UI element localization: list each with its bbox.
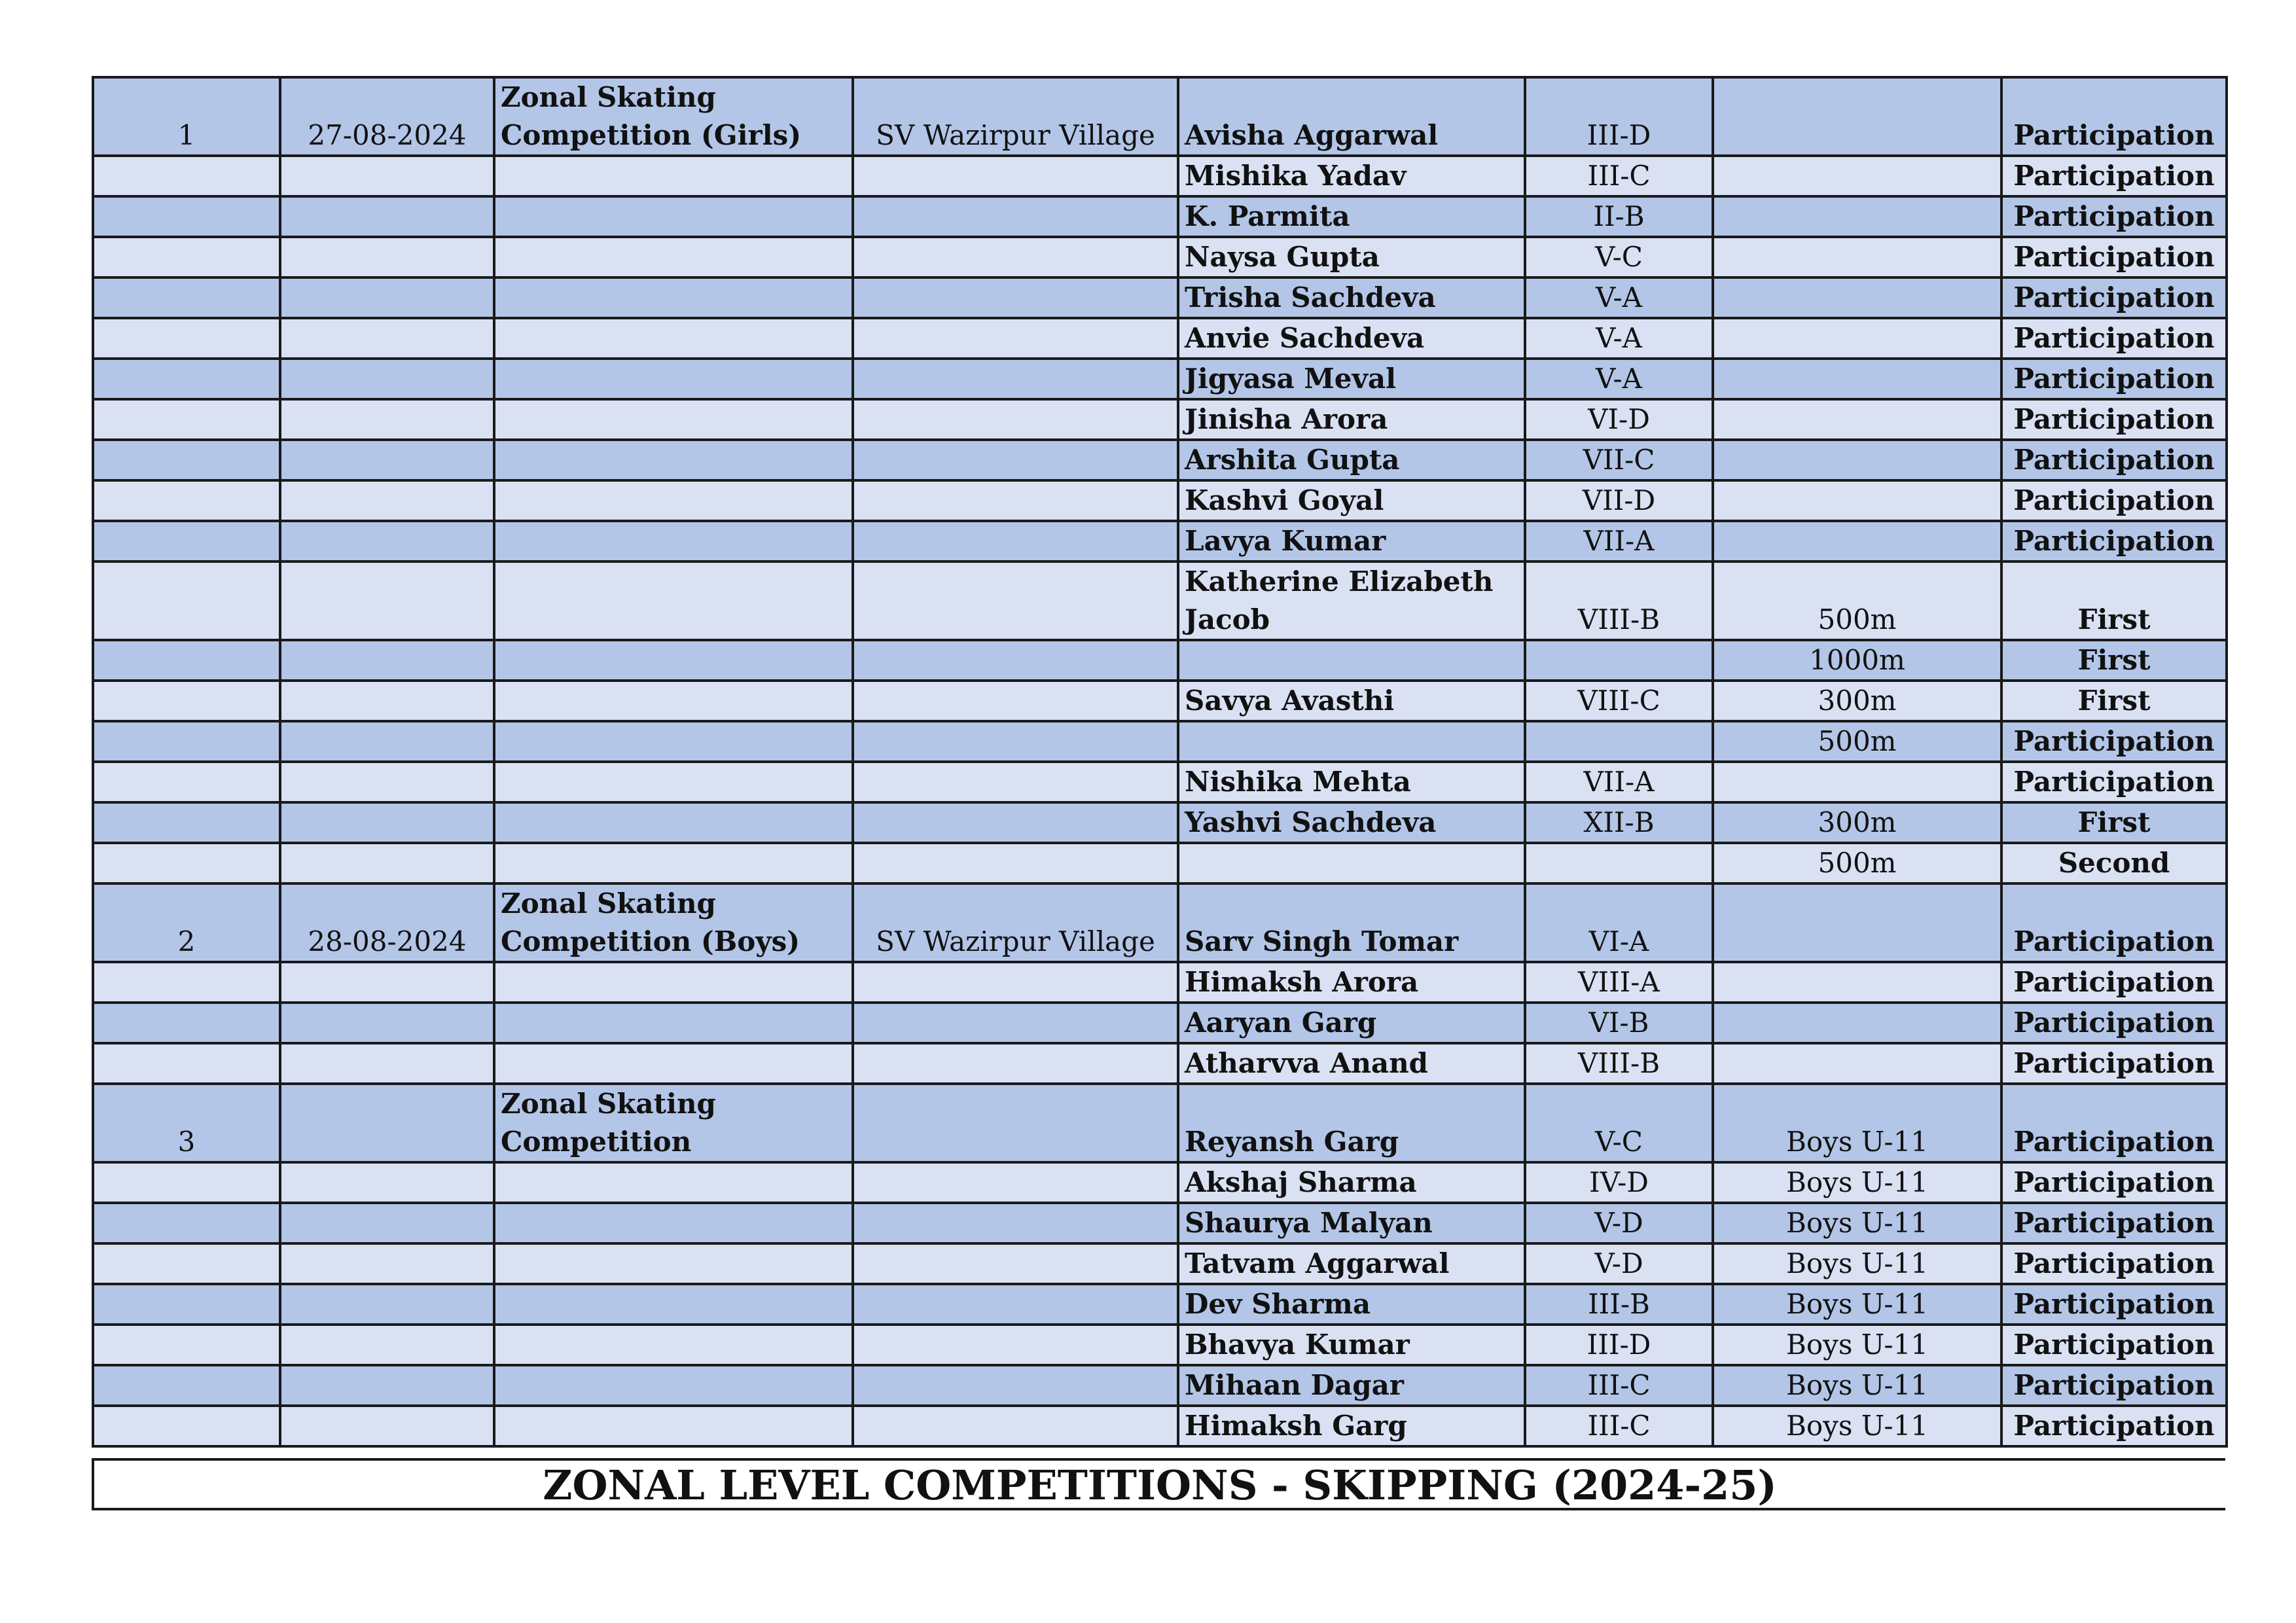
cell-event: Boys U-11 [1713, 1162, 2001, 1203]
cell-position: Participation [2001, 1365, 2227, 1406]
cell-event [1713, 399, 2001, 440]
cell-class: VIII-C [1525, 681, 1713, 721]
cell-date [280, 1365, 494, 1406]
cell-class: VIII-A [1525, 962, 1713, 1003]
cell-position: Participation [2001, 359, 2227, 399]
cell-student-name: Nishika Mehta [1178, 762, 1525, 802]
cell-date [280, 681, 494, 721]
cell-competition: Zonal Skating Competition [494, 1084, 853, 1162]
cell-position: First [2001, 640, 2227, 681]
cell-venue [853, 277, 1178, 318]
cell-competition [494, 196, 853, 237]
cell-date [280, 521, 494, 562]
cell-class: IV-D [1525, 1162, 1713, 1203]
cell-student-name: Kashvi Goyal [1178, 480, 1525, 521]
cell-competition [494, 962, 853, 1003]
cell-competition [494, 156, 853, 196]
cell-competition [494, 1043, 853, 1084]
table-row [93, 318, 2227, 359]
cell-position: First [2001, 562, 2227, 640]
cell-competition [494, 359, 853, 399]
cell-class: VIII-B [1525, 562, 1713, 640]
cell-event: 1000m [1713, 640, 2001, 681]
cell-venue [853, 1325, 1178, 1365]
cell-event: 300m [1713, 802, 2001, 843]
cell-student-name: Jigyasa Meval [1178, 359, 1525, 399]
cell-date [280, 1243, 494, 1284]
cell-position: Participation [2001, 883, 2227, 962]
cell-student-name: Reyansh Garg [1178, 1084, 1525, 1162]
cell-date [280, 1284, 494, 1325]
cell-class: VII-A [1525, 762, 1713, 802]
cell-position: Participation [2001, 1084, 2227, 1162]
cell-venue [853, 802, 1178, 843]
cell-student-name: Himaksh Arora [1178, 962, 1525, 1003]
cell-class: VIII-B [1525, 1043, 1713, 1084]
cell-position: Participation [2001, 318, 2227, 359]
table-row [93, 1243, 2227, 1284]
cell-position: Participation [2001, 1325, 2227, 1365]
cell-class [1525, 843, 1713, 883]
cell-student-name: Bhavya Kumar [1178, 1325, 1525, 1365]
cell-position: Participation [2001, 762, 2227, 802]
cell-date [280, 1325, 494, 1365]
cell-class: V-D [1525, 1203, 1713, 1243]
cell-student-name [1178, 843, 1525, 883]
cell-event: Boys U-11 [1713, 1365, 2001, 1406]
cell-position: Participation [2001, 521, 2227, 562]
cell-competition [494, 802, 853, 843]
cell-event: 500m [1713, 721, 2001, 762]
cell-class: V-A [1525, 277, 1713, 318]
cell-venue [853, 196, 1178, 237]
cell-serial-number [93, 1162, 280, 1203]
cell-serial-number [93, 1325, 280, 1365]
cell-class [1525, 721, 1713, 762]
cell-position: Participation [2001, 77, 2227, 156]
cell-venue [853, 521, 1178, 562]
table-row [93, 1203, 2227, 1243]
cell-date [280, 318, 494, 359]
cell-date [280, 1084, 494, 1162]
cell-serial-number: 1 [93, 77, 280, 156]
cell-date [280, 399, 494, 440]
cell-competition [494, 237, 853, 277]
cell-student-name: Himaksh Garg [1178, 1406, 1525, 1446]
cell-serial-number [93, 1284, 280, 1325]
cell-student-name: Atharvva Anand [1178, 1043, 1525, 1084]
cell-class: III-D [1525, 1325, 1713, 1365]
cell-student-name: Savya Avasthi [1178, 681, 1525, 721]
cell-date [280, 762, 494, 802]
section-title: ZONAL LEVEL COMPETITIONS - SKIPPING (2024-25) [92, 1458, 2225, 1510]
cell-serial-number [93, 843, 280, 883]
cell-competition [494, 681, 853, 721]
cell-student-name: Katherine Elizabeth Jacob [1178, 562, 1525, 640]
cell-class: III-C [1525, 1406, 1713, 1446]
cell-position: Participation [2001, 399, 2227, 440]
cell-position: Participation [2001, 962, 2227, 1003]
cell-venue [853, 843, 1178, 883]
cell-competition [494, 1284, 853, 1325]
cell-class: VI-D [1525, 399, 1713, 440]
cell-venue [853, 237, 1178, 277]
cell-position: Participation [2001, 1284, 2227, 1325]
cell-event: 500m [1713, 843, 2001, 883]
table-row [93, 1162, 2227, 1203]
table-row [93, 883, 2227, 962]
cell-venue [853, 1406, 1178, 1446]
cell-student-name [1178, 721, 1525, 762]
cell-event: Boys U-11 [1713, 1325, 2001, 1365]
cell-date: 27-08-2024 [280, 77, 494, 156]
cell-class: VII-C [1525, 440, 1713, 480]
table-row [93, 1003, 2227, 1043]
cell-student-name: Avisha Aggarwal [1178, 77, 1525, 156]
cell-venue [853, 681, 1178, 721]
cell-event: Boys U-11 [1713, 1203, 2001, 1243]
cell-class [1525, 640, 1713, 681]
cell-event [1713, 318, 2001, 359]
cell-event [1713, 962, 2001, 1003]
cell-event: 300m [1713, 681, 2001, 721]
table-row [93, 1043, 2227, 1084]
cell-competition [494, 440, 853, 480]
cell-date [280, 237, 494, 277]
cell-venue [853, 721, 1178, 762]
cell-date: 28-08-2024 [280, 883, 494, 962]
cell-event [1713, 521, 2001, 562]
cell-class: V-D [1525, 1243, 1713, 1284]
cell-serial-number [93, 277, 280, 318]
cell-serial-number [93, 802, 280, 843]
cell-date [280, 802, 494, 843]
cell-venue [853, 1162, 1178, 1203]
cell-student-name: Dev Sharma [1178, 1284, 1525, 1325]
cell-competition [494, 1243, 853, 1284]
cell-position: Participation [2001, 1406, 2227, 1446]
cell-competition [494, 399, 853, 440]
table-row [93, 1284, 2227, 1325]
table-row [93, 562, 2227, 640]
cell-date [280, 1043, 494, 1084]
cell-competition [494, 1203, 853, 1243]
cell-date [280, 843, 494, 883]
cell-competition [494, 480, 853, 521]
cell-venue [853, 1084, 1178, 1162]
cell-serial-number [93, 237, 280, 277]
cell-class: VII-A [1525, 521, 1713, 562]
cell-student-name: Mihaan Dagar [1178, 1365, 1525, 1406]
cell-position: First [2001, 681, 2227, 721]
cell-student-name: Sarv Singh Tomar [1178, 883, 1525, 962]
cell-class: V-A [1525, 359, 1713, 399]
cell-position: Second [2001, 843, 2227, 883]
cell-class: III-C [1525, 156, 1713, 196]
cell-class: VI-A [1525, 883, 1713, 962]
results-table [92, 76, 2228, 1448]
cell-competition [494, 1003, 853, 1043]
cell-serial-number [93, 359, 280, 399]
cell-date [280, 962, 494, 1003]
cell-competition [494, 1365, 853, 1406]
cell-student-name: Lavya Kumar [1178, 521, 1525, 562]
cell-serial-number [93, 562, 280, 640]
cell-serial-number [93, 156, 280, 196]
table-row [93, 237, 2227, 277]
cell-class: III-D [1525, 77, 1713, 156]
cell-event [1713, 237, 2001, 277]
cell-student-name: Aaryan Garg [1178, 1003, 1525, 1043]
cell-competition [494, 1325, 853, 1365]
cell-venue [853, 156, 1178, 196]
cell-date [280, 480, 494, 521]
cell-serial-number [93, 480, 280, 521]
cell-event [1713, 196, 2001, 237]
cell-venue: SV Wazirpur Village [853, 883, 1178, 962]
table-row [93, 440, 2227, 480]
cell-event: Boys U-11 [1713, 1406, 2001, 1446]
cell-event [1713, 480, 2001, 521]
cell-competition [494, 640, 853, 681]
cell-position: Participation [2001, 721, 2227, 762]
table-row [93, 77, 2227, 156]
cell-venue [853, 399, 1178, 440]
table-row [93, 277, 2227, 318]
cell-date [280, 562, 494, 640]
results-table-body [93, 77, 2227, 1446]
cell-venue [853, 1203, 1178, 1243]
cell-serial-number [93, 440, 280, 480]
table-row [93, 480, 2227, 521]
table-row [93, 843, 2227, 883]
cell-competition [494, 762, 853, 802]
cell-class: II-B [1525, 196, 1713, 237]
cell-date [280, 156, 494, 196]
cell-serial-number [93, 1406, 280, 1446]
cell-student-name: Naysa Gupta [1178, 237, 1525, 277]
cell-position: Participation [2001, 237, 2227, 277]
cell-serial-number: 2 [93, 883, 280, 962]
cell-position: Participation [2001, 277, 2227, 318]
cell-serial-number [93, 399, 280, 440]
cell-event [1713, 1043, 2001, 1084]
cell-class: V-A [1525, 318, 1713, 359]
cell-event [1713, 440, 2001, 480]
table-row [93, 1406, 2227, 1446]
table-row [93, 762, 2227, 802]
cell-position: Participation [2001, 440, 2227, 480]
cell-event [1713, 77, 2001, 156]
table-row [93, 521, 2227, 562]
cell-student-name: Jinisha Arora [1178, 399, 1525, 440]
cell-venue [853, 762, 1178, 802]
cell-serial-number [93, 640, 280, 681]
cell-student-name: Tatvam Aggarwal [1178, 1243, 1525, 1284]
cell-serial-number [93, 1365, 280, 1406]
cell-venue [853, 640, 1178, 681]
table-row [93, 359, 2227, 399]
cell-student-name: Arshita Gupta [1178, 440, 1525, 480]
cell-class: VII-D [1525, 480, 1713, 521]
cell-serial-number [93, 196, 280, 237]
cell-serial-number [93, 1243, 280, 1284]
table-row [93, 640, 2227, 681]
cell-date [280, 440, 494, 480]
cell-class: XII-B [1525, 802, 1713, 843]
table-row [93, 1325, 2227, 1365]
cell-student-name: Anvie Sachdeva [1178, 318, 1525, 359]
cell-position: Participation [2001, 196, 2227, 237]
cell-venue [853, 359, 1178, 399]
table-row [93, 399, 2227, 440]
cell-serial-number [93, 318, 280, 359]
cell-date [280, 721, 494, 762]
cell-position: Participation [2001, 1043, 2227, 1084]
table-row [93, 156, 2227, 196]
cell-venue [853, 1284, 1178, 1325]
cell-competition [494, 843, 853, 883]
cell-venue [853, 1365, 1178, 1406]
cell-competition [494, 562, 853, 640]
cell-competition [494, 1162, 853, 1203]
cell-date [280, 1203, 494, 1243]
cell-competition [494, 277, 853, 318]
cell-position: Participation [2001, 480, 2227, 521]
cell-serial-number [93, 681, 280, 721]
cell-venue [853, 562, 1178, 640]
cell-date [280, 277, 494, 318]
cell-position: Participation [2001, 1243, 2227, 1284]
cell-date [280, 1406, 494, 1446]
table-row [93, 1365, 2227, 1406]
table-row [93, 681, 2227, 721]
cell-date [280, 196, 494, 237]
cell-competition: Zonal Skating Competition (Girls) [494, 77, 853, 156]
cell-serial-number [93, 1003, 280, 1043]
cell-student-name: Mishika Yadav [1178, 156, 1525, 196]
cell-event: Boys U-11 [1713, 1284, 2001, 1325]
cell-position: First [2001, 802, 2227, 843]
cell-event [1713, 1003, 2001, 1043]
cell-position: Participation [2001, 1003, 2227, 1043]
cell-event: Boys U-11 [1713, 1243, 2001, 1284]
cell-event [1713, 359, 2001, 399]
cell-serial-number [93, 762, 280, 802]
table-row [93, 802, 2227, 843]
cell-event [1713, 762, 2001, 802]
cell-competition [494, 318, 853, 359]
cell-serial-number [93, 1043, 280, 1084]
cell-venue [853, 1243, 1178, 1284]
cell-venue [853, 480, 1178, 521]
cell-class: VI-B [1525, 1003, 1713, 1043]
cell-competition [494, 1406, 853, 1446]
cell-venue [853, 1003, 1178, 1043]
cell-date [280, 359, 494, 399]
cell-venue [853, 962, 1178, 1003]
cell-date [280, 1162, 494, 1203]
cell-serial-number: 3 [93, 1084, 280, 1162]
cell-position: Participation [2001, 1203, 2227, 1243]
cell-serial-number [93, 521, 280, 562]
table-row [93, 962, 2227, 1003]
cell-date [280, 1003, 494, 1043]
table-row [93, 721, 2227, 762]
cell-venue [853, 440, 1178, 480]
cell-class: V-C [1525, 1084, 1713, 1162]
cell-student-name: K. Parmita [1178, 196, 1525, 237]
cell-student-name [1178, 640, 1525, 681]
cell-student-name: Yashvi Sachdeva [1178, 802, 1525, 843]
cell-class: III-C [1525, 1365, 1713, 1406]
cell-serial-number [93, 962, 280, 1003]
cell-event [1713, 277, 2001, 318]
cell-student-name: Shaurya Malyan [1178, 1203, 1525, 1243]
cell-venue [853, 1043, 1178, 1084]
cell-competition [494, 521, 853, 562]
cell-date [280, 640, 494, 681]
cell-class: V-C [1525, 237, 1713, 277]
cell-serial-number [93, 721, 280, 762]
cell-student-name: Akshaj Sharma [1178, 1162, 1525, 1203]
cell-position: Participation [2001, 156, 2227, 196]
cell-competition: Zonal Skating Competition (Boys) [494, 883, 853, 962]
table-row [93, 1084, 2227, 1162]
cell-class: III-B [1525, 1284, 1713, 1325]
cell-student-name: Trisha Sachdeva [1178, 277, 1525, 318]
cell-venue: SV Wazirpur Village [853, 77, 1178, 156]
cell-venue [853, 318, 1178, 359]
cell-competition [494, 721, 853, 762]
table-row [93, 196, 2227, 237]
cell-event [1713, 156, 2001, 196]
cell-serial-number [93, 1203, 280, 1243]
cell-position: Participation [2001, 1162, 2227, 1203]
cell-event: 500m [1713, 562, 2001, 640]
cell-event [1713, 883, 2001, 962]
cell-event: Boys U-11 [1713, 1084, 2001, 1162]
